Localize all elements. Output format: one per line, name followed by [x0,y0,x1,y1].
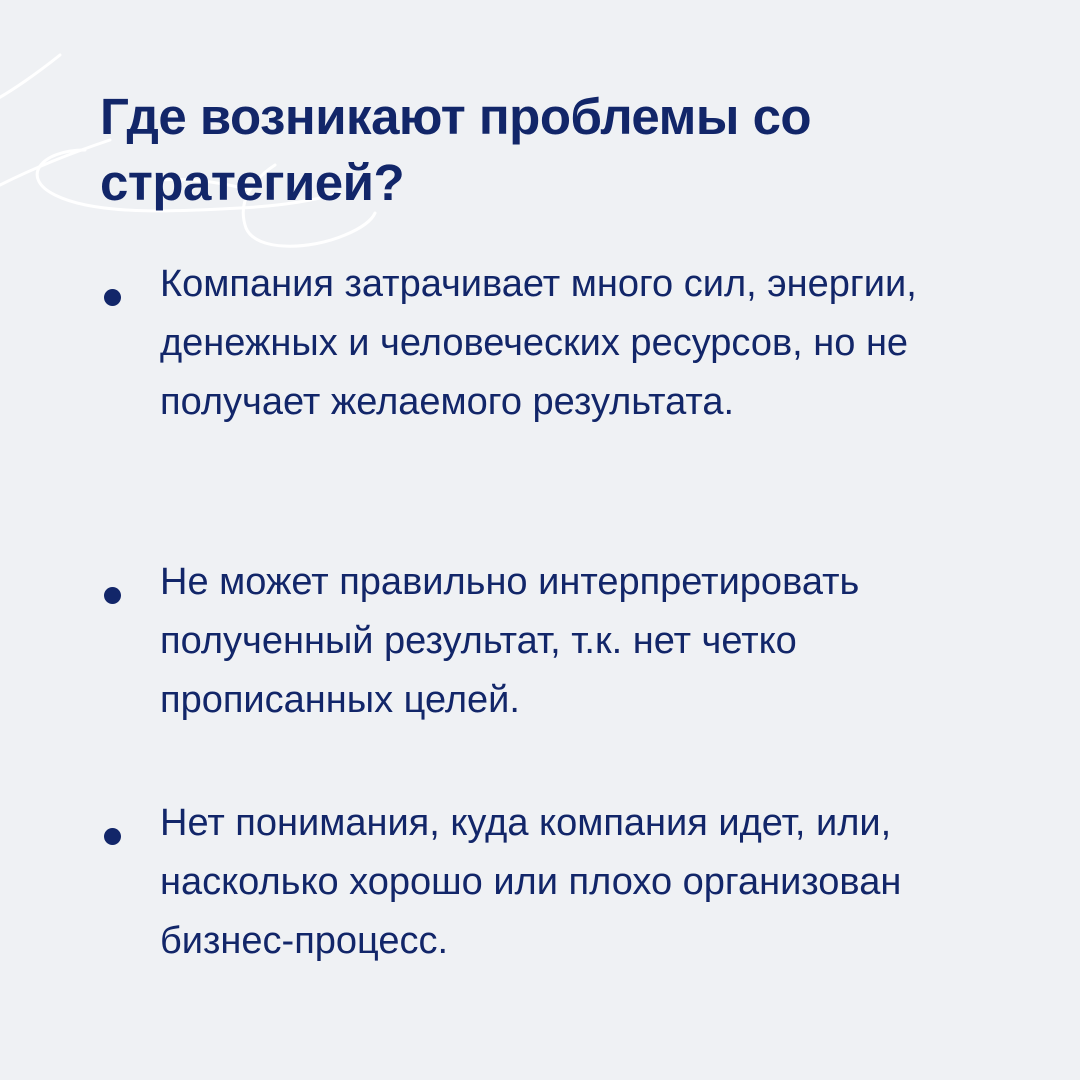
bullet-text: Компания затрачивает много сил, энергии, денежных и человеческих ресурсов, но не получает желаемого результата. [160,263,917,423]
bullet-dot-icon [104,289,121,306]
bullet-dot-icon [104,587,121,604]
page-title: Где возникают проблемы со стратегией? [100,88,812,211]
bullet-text: Не может правильно интерпретировать полученный результат, т.к. нет четко прописанных целей. [160,561,860,721]
bullet-text: Нет понимания, куда компания идет, или, насколько хорошо или плохо организован бизнес-процесс. [160,802,902,962]
bullet-dot-icon [104,828,121,845]
